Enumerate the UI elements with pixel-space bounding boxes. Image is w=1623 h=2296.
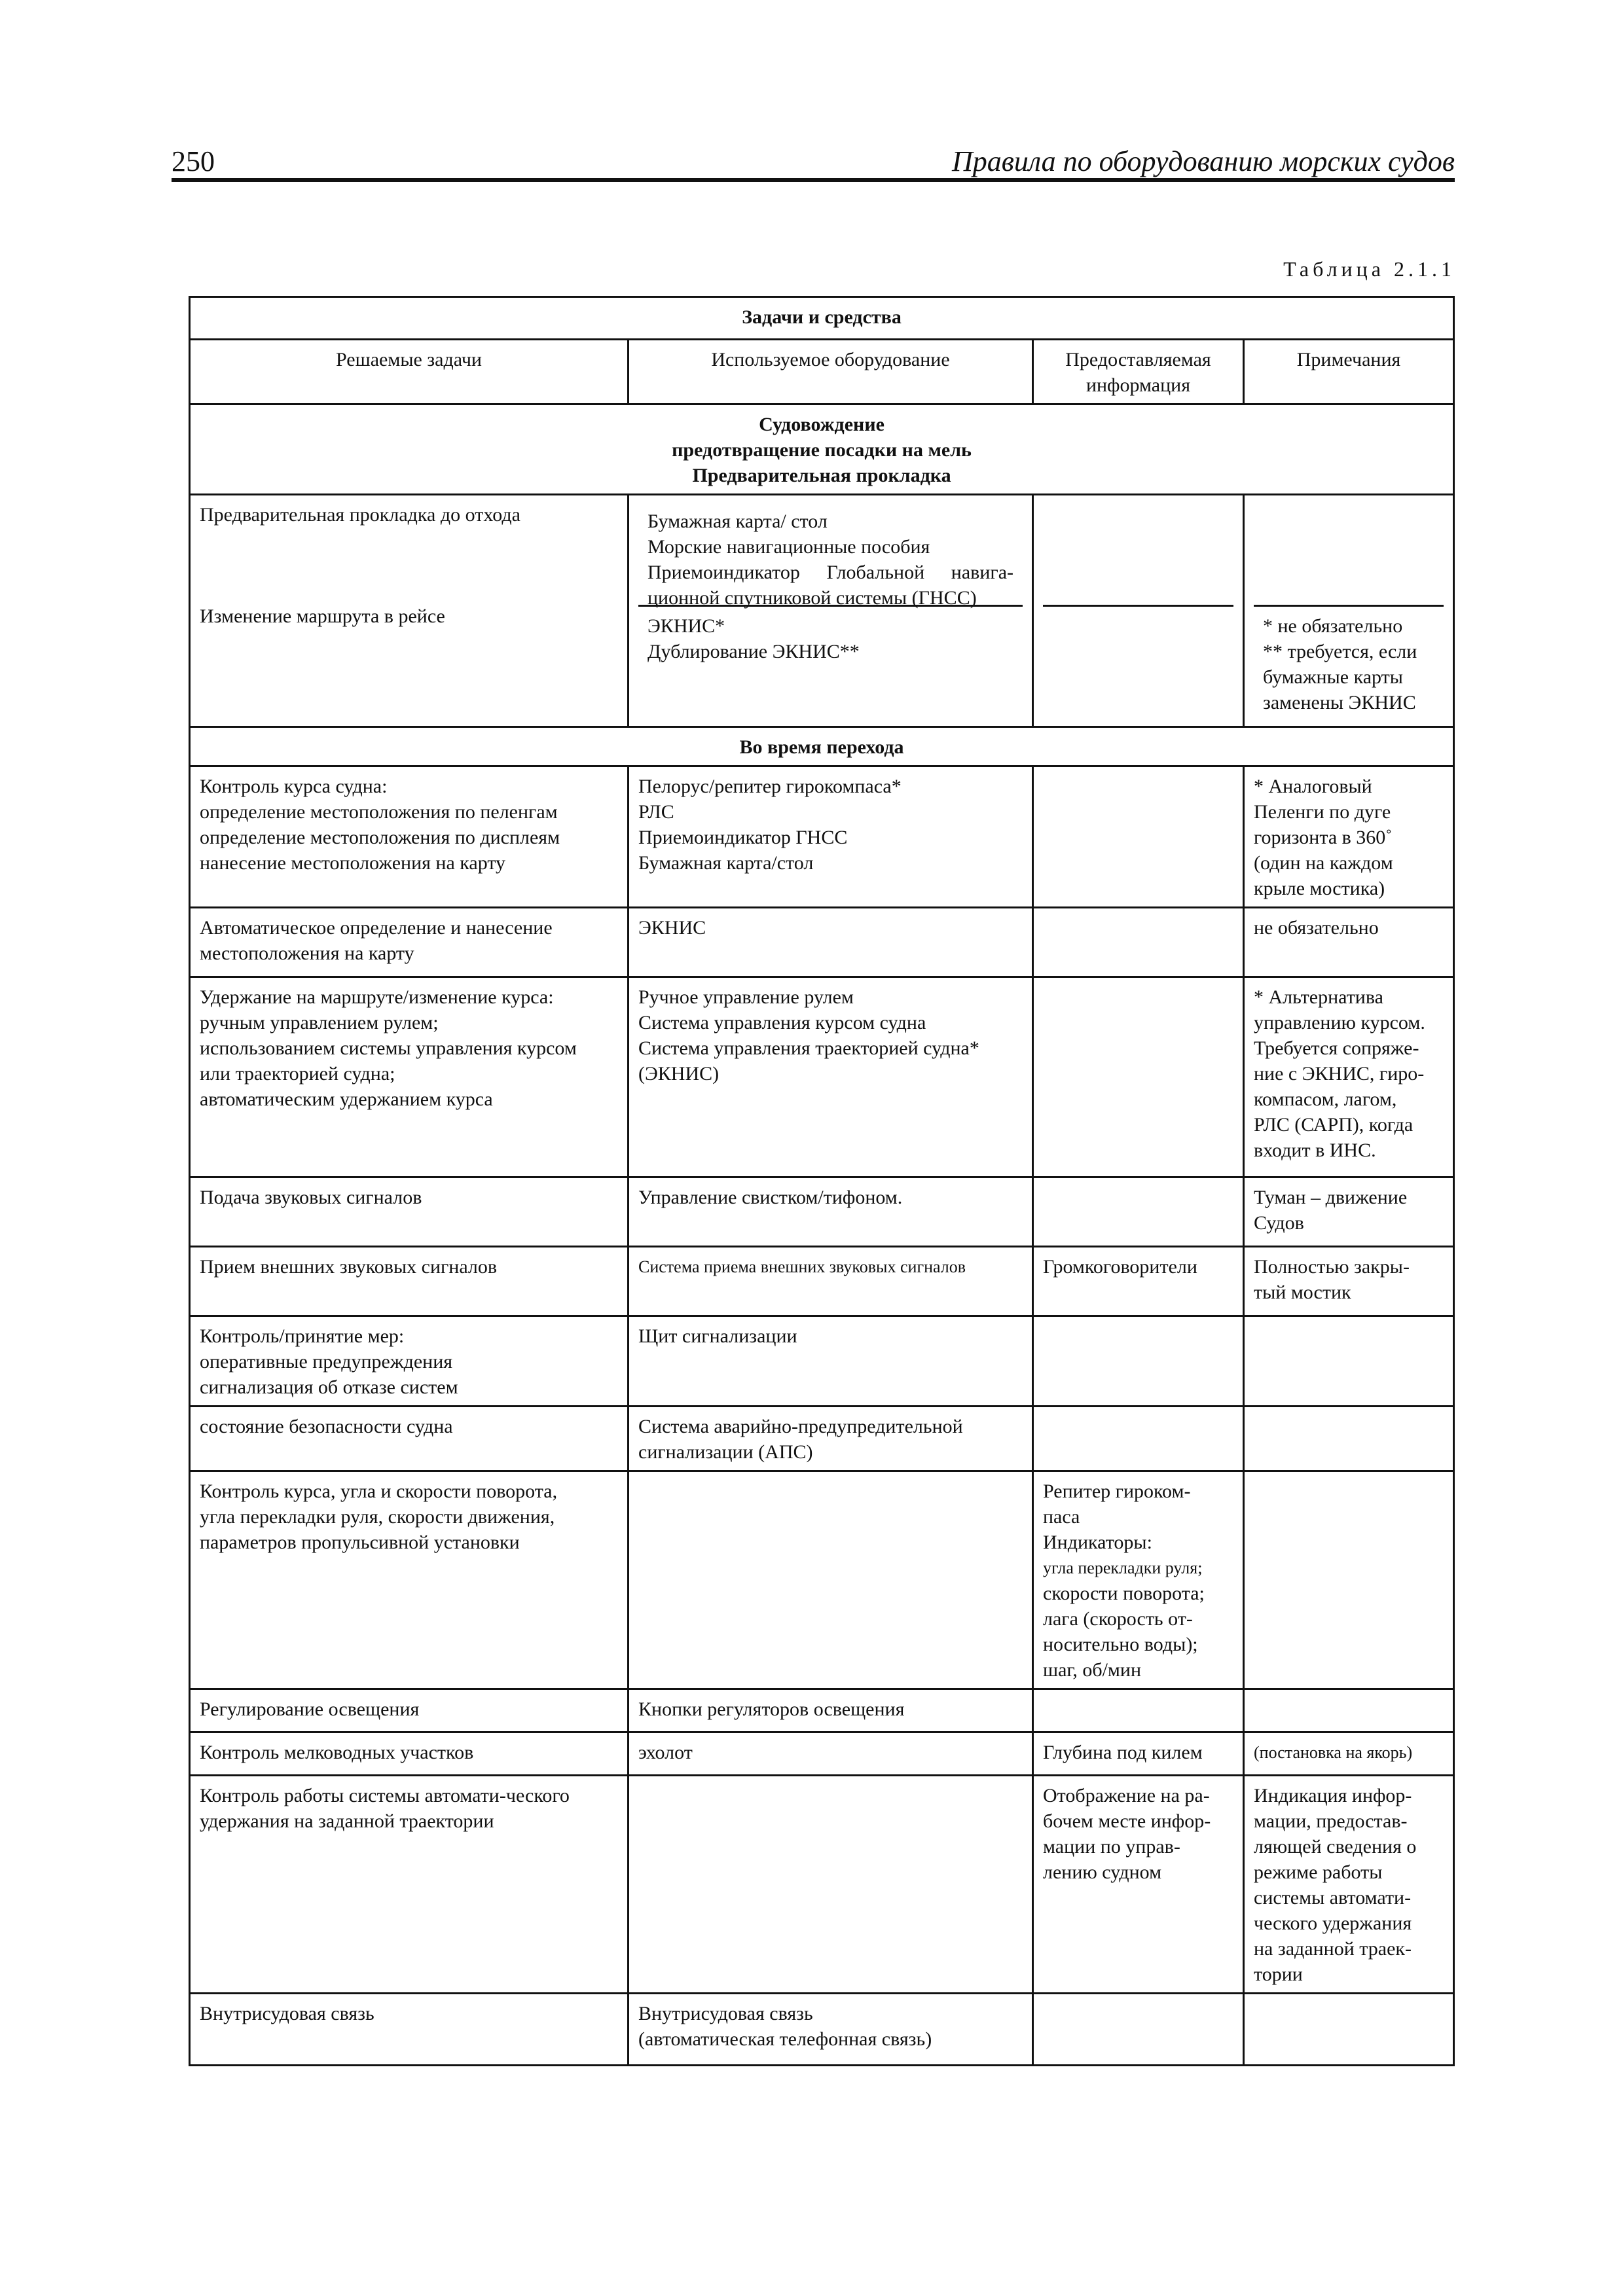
equipment-cell-split (629, 495, 1033, 727)
notes-line: не обязательно (1254, 917, 1379, 939)
notes-line: управлению курсом. (1254, 1012, 1425, 1033)
info-line: Отображение на ра- (1043, 1785, 1210, 1806)
task-line: автоматическим удержанием курса (200, 1088, 493, 1110)
task-cell (190, 1316, 629, 1407)
task-line: использованием системы управления курсом (200, 1037, 577, 1059)
task-line: Контроль мелководных участков (200, 1742, 474, 1763)
info-cell-split (1033, 495, 1244, 727)
notes-line: системы автомати- (1254, 1887, 1412, 1909)
page-header (172, 145, 1455, 182)
column-header-information: Предоставляемая информация (1033, 340, 1244, 404)
notes-line: тории (1254, 1964, 1303, 1985)
equipment-cell (629, 1471, 1033, 1689)
notes-cell (1244, 1471, 1454, 1689)
info-cell (1033, 766, 1244, 908)
info-line: скорости поворота; (1043, 1583, 1205, 1604)
notes-line: * не обязательно (1263, 615, 1403, 637)
notes-cell (1244, 977, 1454, 1177)
equipment-line: Приемоиндикатор ГНСС (638, 827, 848, 848)
notes-cell (1244, 1177, 1454, 1247)
equipment-line: Ручное управление рулем (638, 986, 854, 1008)
notes-line: (постановка на якорь) (1254, 1743, 1413, 1762)
notes-cell (1244, 1247, 1454, 1316)
task-line: Контроль/принятие мер: (200, 1325, 405, 1347)
equipment-cell (629, 1689, 1033, 1732)
table-row (190, 977, 1454, 1177)
info-cell (1033, 977, 1244, 1177)
equipment-line: Приемоиндикатор Глобальной навига- (647, 562, 1013, 583)
task-line: ручным управлением рулем; (200, 1012, 439, 1033)
notes-line: ляющей сведения о (1254, 1836, 1417, 1857)
equipment-cell (629, 1732, 1033, 1776)
equipment-cell (629, 1247, 1033, 1316)
equipment-subcell (638, 502, 1023, 607)
info-line: Репитер гироком- (1043, 1480, 1191, 1502)
task-line: местоположения на карту (200, 942, 414, 964)
task-cell (190, 1689, 629, 1732)
table-row (190, 1247, 1454, 1316)
section-title-navigation (190, 404, 1454, 495)
section-line: Судовождение (759, 414, 884, 435)
notes-line: Индикация инфор- (1254, 1785, 1412, 1806)
task-line: Удержание на маршруте/изменение курса: (200, 986, 554, 1008)
equipment-line: ЭКНИС (638, 917, 706, 939)
task-line: Изменение маршрута в рейсе (200, 605, 445, 627)
section-title-passage: Во время перехода (190, 727, 1454, 766)
info-subcell (1043, 607, 1233, 619)
equipment-subcell (638, 607, 1023, 670)
table-row (190, 766, 1454, 908)
table-caption: Таблица 2.1.1 (1283, 257, 1455, 281)
task-cell (190, 1407, 629, 1471)
section-row-passage (190, 727, 1454, 766)
task-line: Контроль курса, угла и скорости поворота, (200, 1480, 558, 1502)
info-cell (1033, 1471, 1244, 1689)
table-row (190, 1177, 1454, 1247)
section-row-navigation (190, 404, 1454, 495)
task-line: Регулирование освещения (200, 1698, 420, 1720)
task-cell (190, 766, 629, 908)
task-line: Предварительная прокладка до отхода (200, 504, 520, 526)
task-cell (190, 1994, 629, 2066)
notes-cell (1244, 1689, 1454, 1732)
notes-cell (1244, 908, 1454, 977)
table-row (190, 908, 1454, 977)
task-line: сигнализация об отказе систем (200, 1376, 458, 1398)
notes-line: Пеленги по дуге (1254, 801, 1391, 823)
info-cell (1033, 1689, 1244, 1732)
notes-line: бумажные карты (1263, 666, 1403, 688)
table-row (190, 1689, 1454, 1732)
task-cell (190, 495, 629, 727)
equipment-line: Пелорус/репитер гирокомпаса* (638, 776, 902, 797)
equipment-line: Система приема внешних звуковых сигналов (638, 1257, 966, 1276)
equipment-line: ционной спутниковой системы (ГНСС) (647, 587, 977, 609)
task-line: Подача звуковых сигналов (200, 1187, 422, 1208)
notes-line: ние с ЭКНИС, гиро- (1254, 1063, 1425, 1085)
task-cell (190, 1732, 629, 1776)
notes-cell (1244, 1994, 1454, 2066)
notes-line: Требуется сопряже- (1254, 1037, 1419, 1059)
info-line: бочем месте инфор- (1043, 1810, 1211, 1832)
table-row (190, 1471, 1454, 1689)
table-title: Задачи и средства (190, 297, 1454, 340)
task-line: Автоматическое определение и нанесение (200, 917, 553, 939)
equipment-line: Управление свистком/тифоном. (638, 1187, 903, 1208)
info-cell (1033, 1776, 1244, 1994)
section-line: предотвращение посадки на мель (672, 439, 972, 461)
notes-line: (один на каждом (1254, 852, 1393, 874)
notes-line: крыле мостика) (1254, 878, 1385, 899)
notes-cell (1244, 1407, 1454, 1471)
table-row (190, 1776, 1454, 1994)
column-header-equipment: Используемое оборудование (629, 340, 1033, 404)
table-title-row (190, 297, 1454, 340)
task-line: Контроль работы системы автомати-ческого (200, 1785, 570, 1806)
equipment-cell (629, 908, 1033, 977)
info-cell (1033, 1407, 1244, 1471)
table-row (190, 1994, 1454, 2066)
task-line: определение местоположения по дисплеям (200, 827, 560, 848)
equipment-cell (629, 1316, 1033, 1407)
task-line: удержания на заданной траектории (200, 1810, 494, 1832)
task-line: Контроль курса судна: (200, 776, 388, 797)
equipment-line: Кнопки регуляторов освещения (638, 1698, 905, 1720)
task-line: угла перекладки руля, скорости движения, (200, 1506, 555, 1528)
task-cell (190, 1471, 629, 1689)
equipment-line: сигнализации (АПС) (638, 1441, 813, 1463)
task-cell (190, 1177, 629, 1247)
notes-cell (1244, 1732, 1454, 1776)
notes-cell-split (1244, 495, 1454, 727)
book-title: Правила по оборудованию морских судов (951, 145, 1455, 177)
info-line: мации по управ- (1043, 1836, 1180, 1857)
task-cell (190, 1776, 629, 1994)
equipment-line: Дублирование ЭКНИС** (647, 641, 860, 662)
task-line: определение местоположения по пеленгам (200, 801, 558, 823)
task-cell (190, 1247, 629, 1316)
equipment-line: Морские навигационные пособия (647, 536, 930, 558)
notes-subcell (1254, 502, 1444, 607)
notes-cell (1244, 766, 1454, 908)
equipment-line: эхолот (638, 1742, 693, 1763)
equipment-cell (629, 1776, 1033, 1994)
column-header-tasks: Решаемые задачи (190, 340, 629, 404)
info-line: лению судном (1043, 1861, 1162, 1883)
info-line: угла перекладки руля; (1043, 1558, 1203, 1577)
notes-line: режиме работы (1254, 1861, 1383, 1883)
notes-line: * Альтернатива (1254, 986, 1383, 1008)
page-number: 250 (172, 145, 215, 177)
equipment-line: Система управления курсом судна (638, 1012, 926, 1033)
task-line: Прием внешних звуковых сигналов (200, 1256, 498, 1278)
info-line: Громкоговорители (1043, 1256, 1197, 1278)
info-line: лага (скорость от- (1043, 1608, 1193, 1630)
equipment-cell (629, 766, 1033, 908)
task-line: нанесение местоположения на карту (200, 852, 506, 874)
header-rule (172, 178, 1455, 182)
equipment-line: Система аварийно-предупредительной (638, 1416, 963, 1437)
cell-spacer (200, 528, 618, 603)
notes-line: на заданной траек- (1254, 1938, 1412, 1960)
info-cell (1033, 1316, 1244, 1407)
notes-line: компасом, лагом, (1254, 1088, 1397, 1110)
notes-line: ческого удержания (1254, 1912, 1412, 1934)
table-row (190, 1407, 1454, 1471)
notes-line: заменены ЭКНИС (1263, 692, 1416, 713)
task-line: оперативные предупреждения (200, 1351, 453, 1372)
task-line: Внутрисудовая связь (200, 2003, 374, 2024)
notes-cell (1244, 1776, 1454, 1994)
notes-cell (1244, 1316, 1454, 1407)
equipment-line: Система управления траекторией судна* (638, 1037, 979, 1059)
tasks-table (189, 296, 1455, 2066)
info-line: шаг, об/мин (1043, 1659, 1142, 1681)
notes-line: РЛС (САРП), когда (1254, 1114, 1413, 1136)
task-cell (190, 908, 629, 977)
table-row (190, 1316, 1454, 1407)
notes-line: тый мостик (1254, 1282, 1351, 1303)
notes-line: входит в ИНС. (1254, 1139, 1376, 1161)
equipment-line: РЛС (638, 801, 674, 823)
task-line: состояние безопасности судна (200, 1416, 453, 1437)
notes-subcell (1254, 607, 1444, 721)
equipment-cell (629, 1994, 1033, 2066)
info-cell (1033, 908, 1244, 977)
column-header-notes: Примечания (1244, 340, 1454, 404)
section-line: Предварительная прокладка (692, 465, 951, 486)
info-cell (1033, 1177, 1244, 1247)
equipment-line: Бумажная карта/стол (638, 852, 814, 874)
equipment-line: Щит сигнализации (638, 1325, 797, 1347)
equipment-line: Внутрисудовая связь (638, 2003, 813, 2024)
notes-line: Судов (1254, 1212, 1304, 1234)
notes-line: * Аналоговый (1254, 776, 1372, 797)
info-line: носительно воды); (1043, 1634, 1198, 1655)
task-line: параметров пропульсивной установки (200, 1532, 520, 1553)
info-subcell (1043, 502, 1233, 607)
equipment-cell (629, 1407, 1033, 1471)
notes-line: горизонта в 360˚ (1254, 827, 1393, 848)
table-row-preliminary-plotting (190, 495, 1454, 727)
column-header-row (190, 340, 1454, 404)
info-cell (1033, 1247, 1244, 1316)
notes-line: Полностью закры- (1254, 1256, 1410, 1278)
equipment-line: (ЭКНИС) (638, 1063, 720, 1085)
equipment-line: Бумажная карта/ стол (647, 511, 828, 532)
equipment-cell (629, 1177, 1033, 1247)
task-cell (190, 977, 629, 1177)
notes-line: ** требуется, если (1263, 641, 1417, 662)
info-line: паса (1043, 1506, 1080, 1528)
task-line: или траекторией судна; (200, 1063, 395, 1085)
info-line: Глубина под килем (1043, 1742, 1203, 1763)
notes-line: мации, предостав- (1254, 1810, 1408, 1832)
info-cell (1033, 1732, 1244, 1776)
info-cell (1033, 1994, 1244, 2066)
notes-line: Туман – движение (1254, 1187, 1408, 1208)
equipment-cell (629, 977, 1033, 1177)
table-row (190, 1732, 1454, 1776)
info-line: Индикаторы: (1043, 1532, 1152, 1553)
equipment-line: ЭКНИС* (647, 615, 725, 637)
equipment-line: (автоматическая телефонная связь) (638, 2028, 932, 2050)
